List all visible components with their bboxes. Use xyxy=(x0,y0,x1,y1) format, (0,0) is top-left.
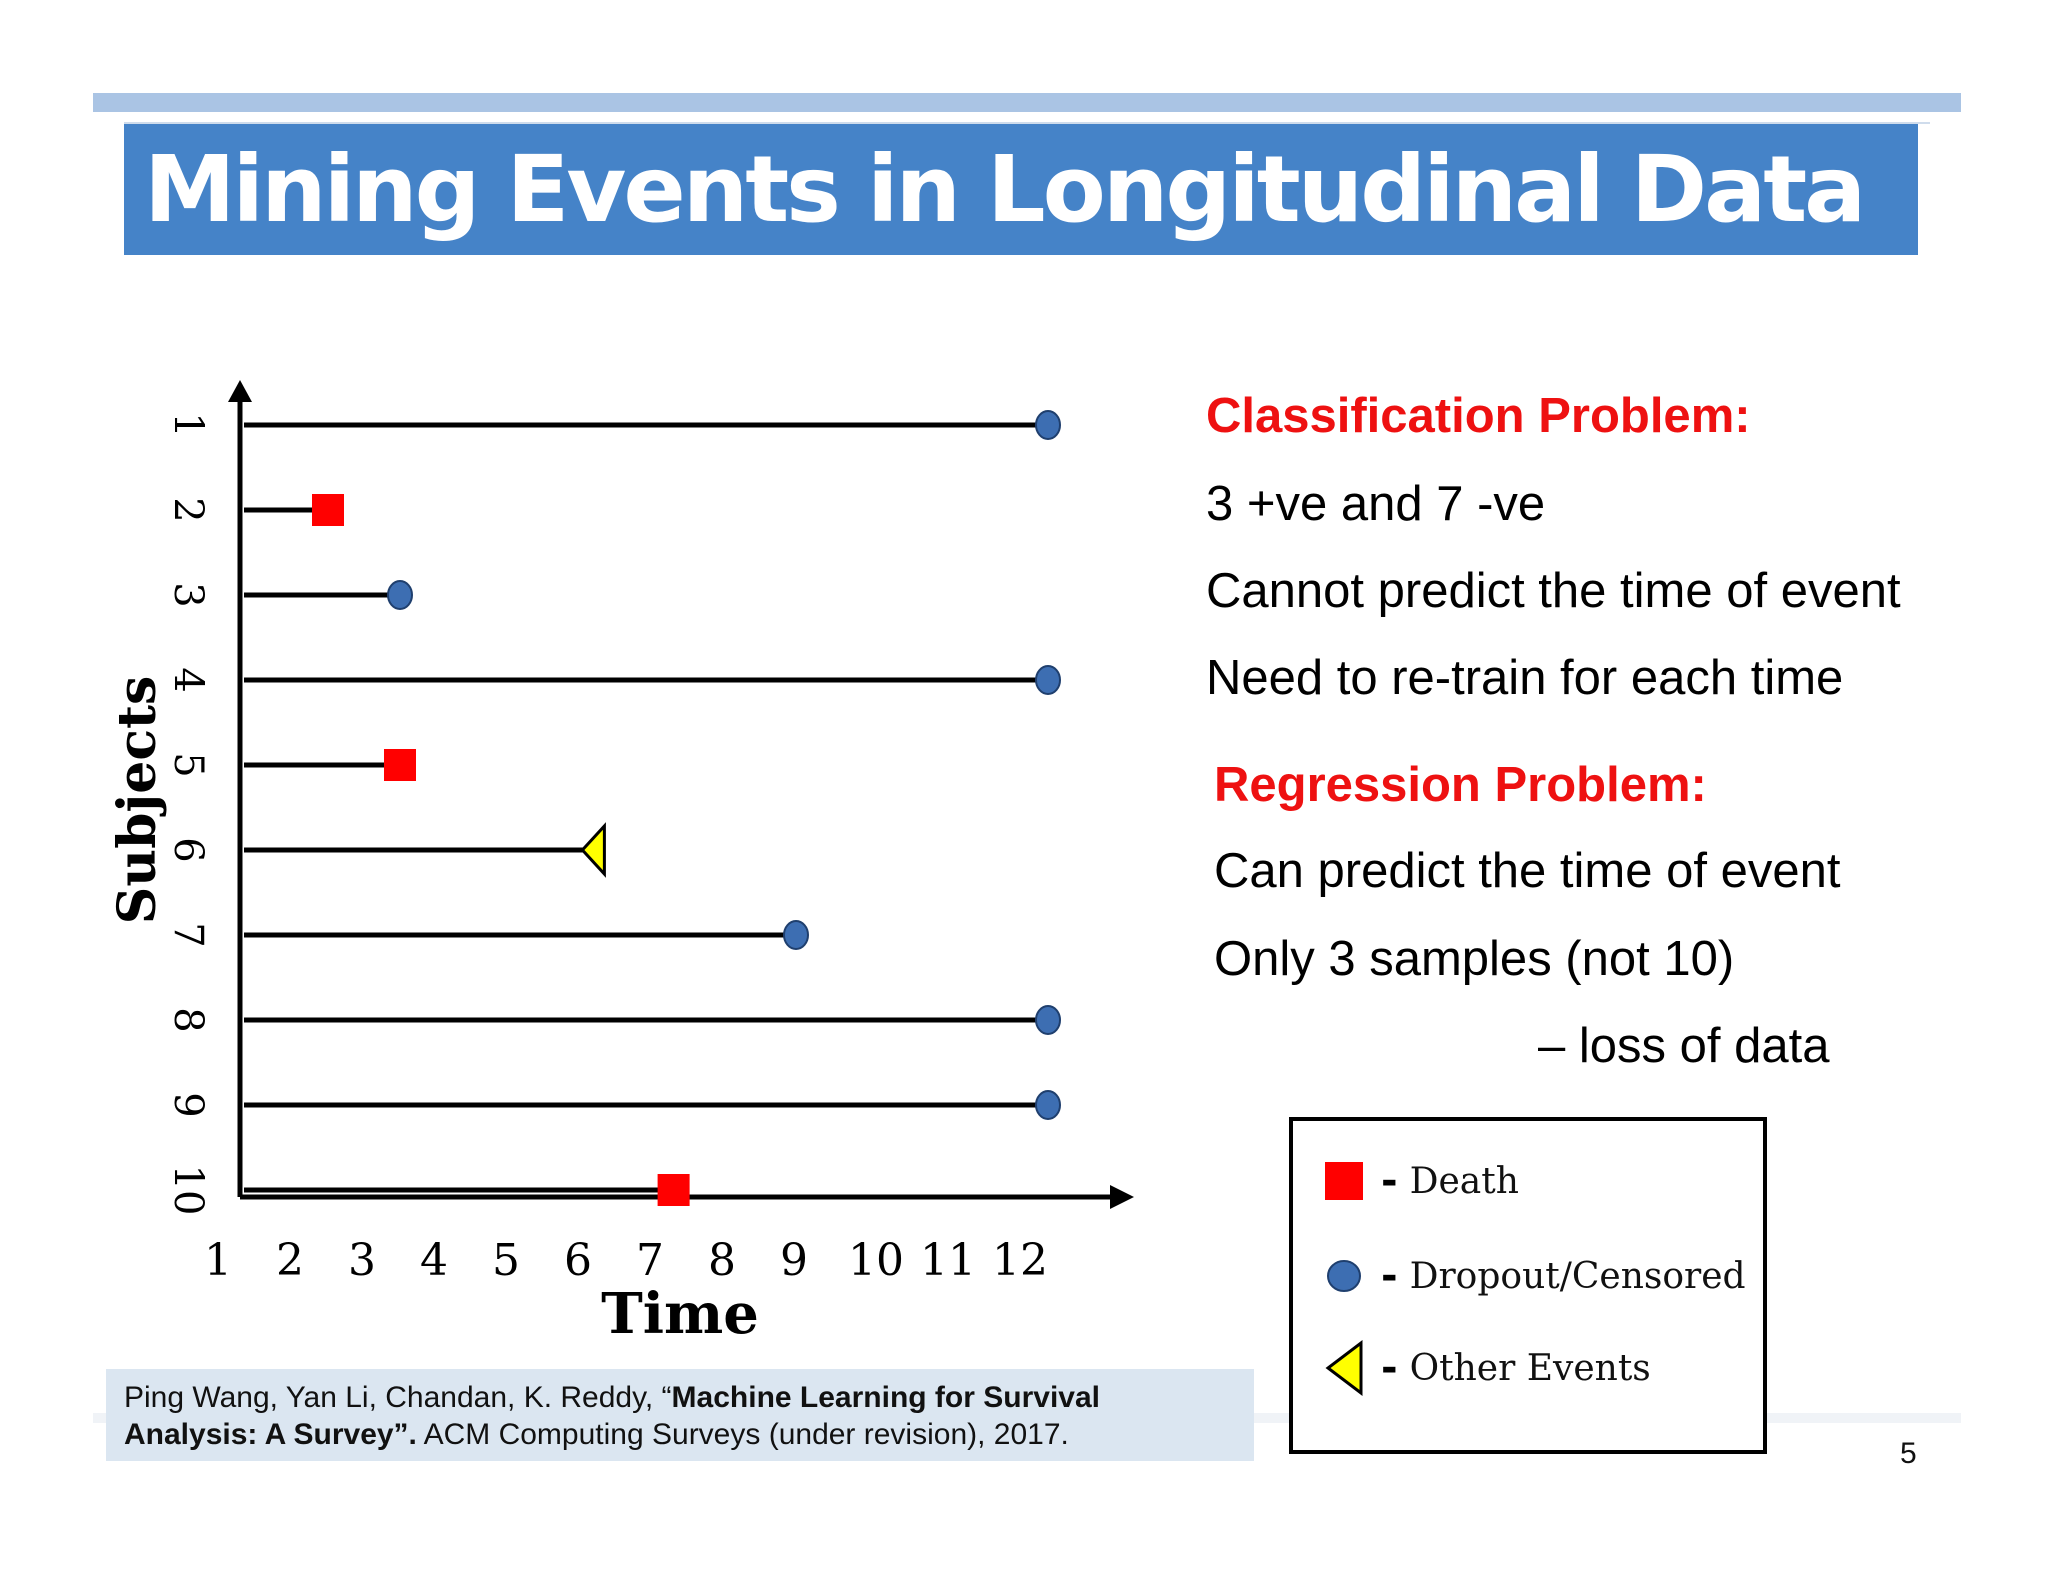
classification-line-2: Cannot predict the time of event xyxy=(1206,564,1901,618)
dropout-marker-9 xyxy=(1036,1091,1060,1119)
classification-line-1: 3 +ve and 7 -ve xyxy=(1206,477,1546,531)
blue-circle-icon xyxy=(1323,1255,1365,1297)
x-tick-label-4: 4 xyxy=(420,1235,448,1286)
legend-item-death xyxy=(1323,1156,1519,1206)
y-tick-label-6: 6 xyxy=(165,837,211,863)
y-axis-label: Subjects xyxy=(107,675,168,925)
x-tick-label-12: 12 xyxy=(992,1235,1048,1286)
classification-line-3: Need to re-train for each time xyxy=(1206,651,1844,705)
citation-venue: ACM Computing Surveys (under revision), 2017. xyxy=(416,1418,1069,1451)
x-tick-label-6: 6 xyxy=(564,1235,592,1286)
x-axis-arrow xyxy=(1110,1185,1134,1209)
legend-box xyxy=(1289,1117,1767,1454)
page-number: 5 xyxy=(1900,1437,1917,1470)
yellow-triangle-icon xyxy=(1323,1340,1365,1396)
citation-box xyxy=(106,1369,1254,1461)
dropout-marker-1 xyxy=(1036,411,1060,439)
regression-heading: Regression Problem: xyxy=(1214,758,1707,812)
citation-title: Machine Learning for Survival Analysis: A Survey”. xyxy=(124,1381,1100,1451)
x-tick-label-8: 8 xyxy=(708,1235,736,1286)
y-tick-label-5: 5 xyxy=(165,752,211,778)
dropout-marker-3 xyxy=(388,581,412,609)
y-tick-label-1: 1 xyxy=(165,412,211,438)
x-tick-label-1: 1 xyxy=(204,1235,232,1286)
y-tick-label-4: 4 xyxy=(165,667,211,693)
chart-marks xyxy=(165,411,1060,1286)
citation-authors: Ping Wang, Yan Li, Chandan, K. Reddy, “ xyxy=(124,1381,672,1414)
legend-item-other xyxy=(1323,1343,1651,1393)
dropout-marker-4 xyxy=(1036,666,1060,694)
y-tick-label-9: 9 xyxy=(165,1092,211,1118)
x-tick-label-3: 3 xyxy=(348,1235,376,1286)
y-axis-arrow xyxy=(228,380,252,402)
x-tick-label-10: 10 xyxy=(848,1235,904,1286)
dropout-marker-7 xyxy=(784,921,808,949)
y-tick-label-2: 2 xyxy=(165,497,211,523)
y-tick-label-8: 8 xyxy=(165,1007,211,1033)
x-tick-label-9: 9 xyxy=(780,1235,808,1286)
legend-label-other: Other Events xyxy=(1409,1347,1651,1389)
regression-line-3: – loss of data xyxy=(1538,1019,1830,1073)
regression-line-2: Only 3 samples (not 10) xyxy=(1214,932,1735,986)
other-event-marker-6 xyxy=(582,826,604,874)
red-square-icon xyxy=(1323,1160,1365,1202)
legend-label-death: Death xyxy=(1409,1160,1519,1202)
x-tick-label-5: 5 xyxy=(492,1235,520,1286)
death-marker-10 xyxy=(658,1174,690,1206)
legend-dash: - xyxy=(1381,1253,1398,1299)
x-tick-label-2: 2 xyxy=(276,1235,304,1286)
legend-dash: - xyxy=(1381,1345,1398,1391)
legend-dash: - xyxy=(1381,1158,1398,1204)
dropout-marker-8 xyxy=(1036,1006,1060,1034)
x-axis-label: Time xyxy=(601,1281,759,1347)
x-tick-label-11: 11 xyxy=(920,1235,976,1286)
y-tick-label-7: 7 xyxy=(165,922,211,948)
classification-heading: Classification Problem: xyxy=(1206,389,1751,443)
y-tick-label-10: 10 xyxy=(165,1164,211,1216)
death-marker-5 xyxy=(384,749,416,781)
y-tick-label-3: 3 xyxy=(165,582,211,608)
x-tick-label-7: 7 xyxy=(636,1235,664,1286)
legend-label-dropout: Dropout/Censored xyxy=(1409,1255,1746,1297)
slide-title: Mining Events in Longitudinal Data xyxy=(124,124,1918,255)
legend-item-dropout xyxy=(1323,1251,1746,1301)
regression-line-1: Can predict the time of event xyxy=(1214,844,1841,898)
death-marker-2 xyxy=(312,494,344,526)
